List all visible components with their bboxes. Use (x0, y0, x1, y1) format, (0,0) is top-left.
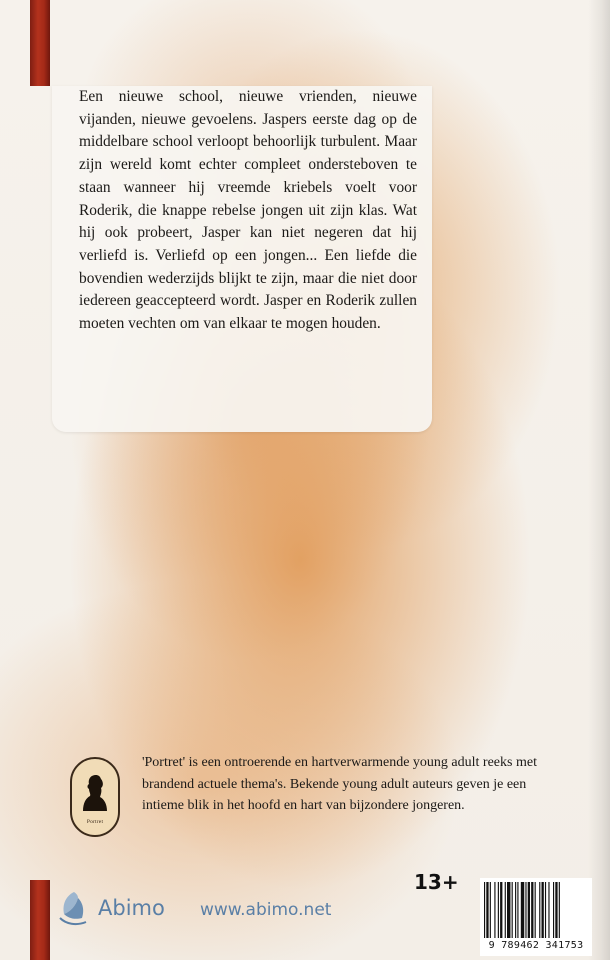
barcode-bar (515, 882, 516, 938)
barcode-bar (539, 882, 540, 938)
abimo-logo-icon (56, 888, 92, 928)
age-rating: 13+ (414, 870, 459, 894)
isbn-barcode (480, 878, 592, 956)
barcode-bar (553, 882, 554, 938)
bookmark-ribbon-bottom (30, 880, 50, 960)
barcode-bar (512, 882, 513, 938)
portret-series-emblem (70, 757, 120, 837)
barcode-bar (545, 882, 546, 938)
barcode-bar (548, 882, 549, 938)
barcode-bar (528, 882, 530, 938)
barcode-bar (484, 882, 485, 938)
barcode-bar (531, 882, 533, 938)
barcode-bar (555, 882, 557, 938)
barcode-bar (494, 882, 495, 938)
series-description: 'Portret' is een ontroerende en hartverwarmende young adult reeks met brandend actuele thema's. Bekende young adult auteurs geven je een intieme blik in het hoofd en hart van bijzondere jongeren. (142, 755, 537, 813)
barcode-bar (535, 882, 536, 938)
barcode-bar (517, 882, 518, 938)
barcode-bar (507, 882, 510, 938)
barcode-bar (542, 882, 544, 938)
barcode-bar (505, 882, 506, 938)
publisher-website: www.abimo.net (200, 900, 332, 920)
barcode-bar (498, 882, 499, 938)
barcode-bar (490, 882, 491, 938)
spine-shadow (588, 0, 610, 960)
isbn-number: 9 789462 341753 (488, 940, 584, 951)
barcode-bars (484, 882, 588, 938)
barcode-bar (486, 882, 488, 938)
barcode-bar (521, 882, 524, 938)
blurb-text: Een nieuwe school, nieuwe vrienden, nieuwe vijanden, nieuwe gevoelens. Jaspers eerste dag op de middelbare school verloopt behoorlijk turbulent. Maar zijn wereld komt echter compleet ondersteboven te staan wanneer hij vreemde kriebels voelt voor Roderik, die knappe rebelse jongen uit zijn klas. Wat hij ook probeert, Jasper kan niet negeren dat hij verliefd is. Verliefd op een jongen... Een liefde die bovendien wederzijds blijkt te zijn, maar die niet door iedereen geaccepteerd wordt. Jasper en Roderik zullen moeten vechten om van elkaar te mogen houden. (79, 88, 417, 333)
bookmark-ribbon-top (30, 0, 50, 86)
emblem-label: Portret (86, 819, 104, 825)
barcode-bar (559, 882, 560, 938)
barcode-bar (525, 882, 526, 938)
silhouette-portrait-icon (81, 773, 109, 813)
publisher-name: Abimo (98, 896, 165, 920)
barcode-bar (500, 882, 502, 938)
